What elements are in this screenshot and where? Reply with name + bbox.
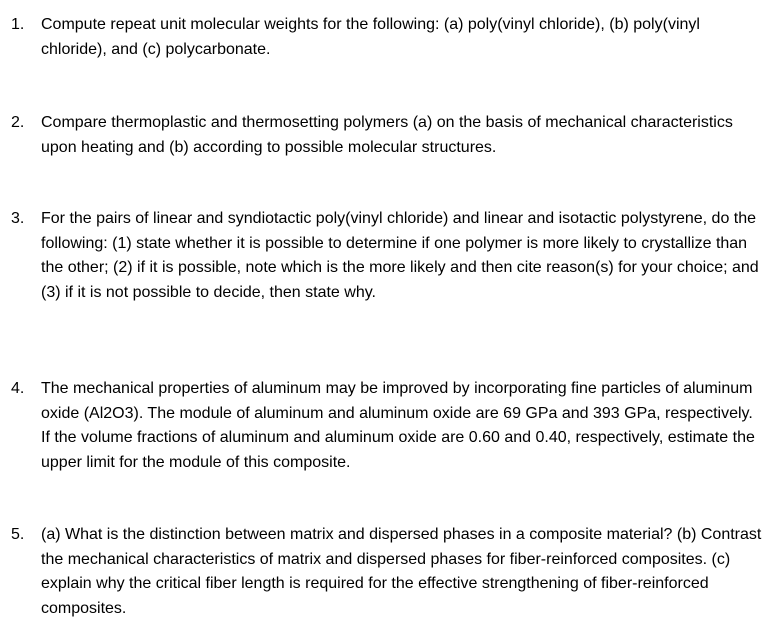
question-1: [0, 13, 771, 62]
question-number: 1.: [11, 16, 25, 33]
question-3: [0, 207, 771, 305]
question-text: For the pairs of linear and syndiotactic poly(vinyl chloride) and linear and isotactic polystyrene, do the following: (1) state whether it is possible to determine if one polymer is more likely to crystallize than the other; (2) if it is possible, note which is the more likely and then cite reason(s) for your choice; and (3) if it is not possible to decide, then state why.: [41, 210, 759, 301]
question-5: [0, 523, 771, 621]
question-4: [0, 377, 771, 475]
question-text: The mechanical properties of aluminum may be improved by incorporating fine particles of aluminum oxide (Al2O3). The module of aluminum and aluminum oxide are 69 GPa and 393 GPa, respectively. If the volume fractions of aluminum and aluminum oxide are 0.60 and 0.40, respectively, estimate the upper limit for the module of this composite.: [41, 380, 755, 471]
question-2: [0, 111, 771, 160]
question-text: (a) What is the distinction between matrix and dispersed phases in a composite material? (b) Contrast the mechanical characteristics of matrix and dispersed phases for fiber-reinforced composites. (c) explain why the critical fiber length is required for the effective strengthening of fiber-reinforced composites.: [41, 526, 762, 617]
question-number: 5.: [11, 526, 25, 543]
question-text: Compare thermoplastic and thermosetting polymers (a) on the basis of mechanical characteristics upon heating and (b) according to possible molecular structures.: [41, 114, 733, 156]
question-number: 4.: [11, 380, 25, 397]
question-number: 3.: [11, 210, 25, 227]
question-text: Compute repeat unit molecular weights for the following: (a) poly(vinyl chloride), (b) poly(vinyl chloride), and (c) polycarbonate.: [41, 16, 700, 58]
question-number: 2.: [11, 114, 25, 131]
